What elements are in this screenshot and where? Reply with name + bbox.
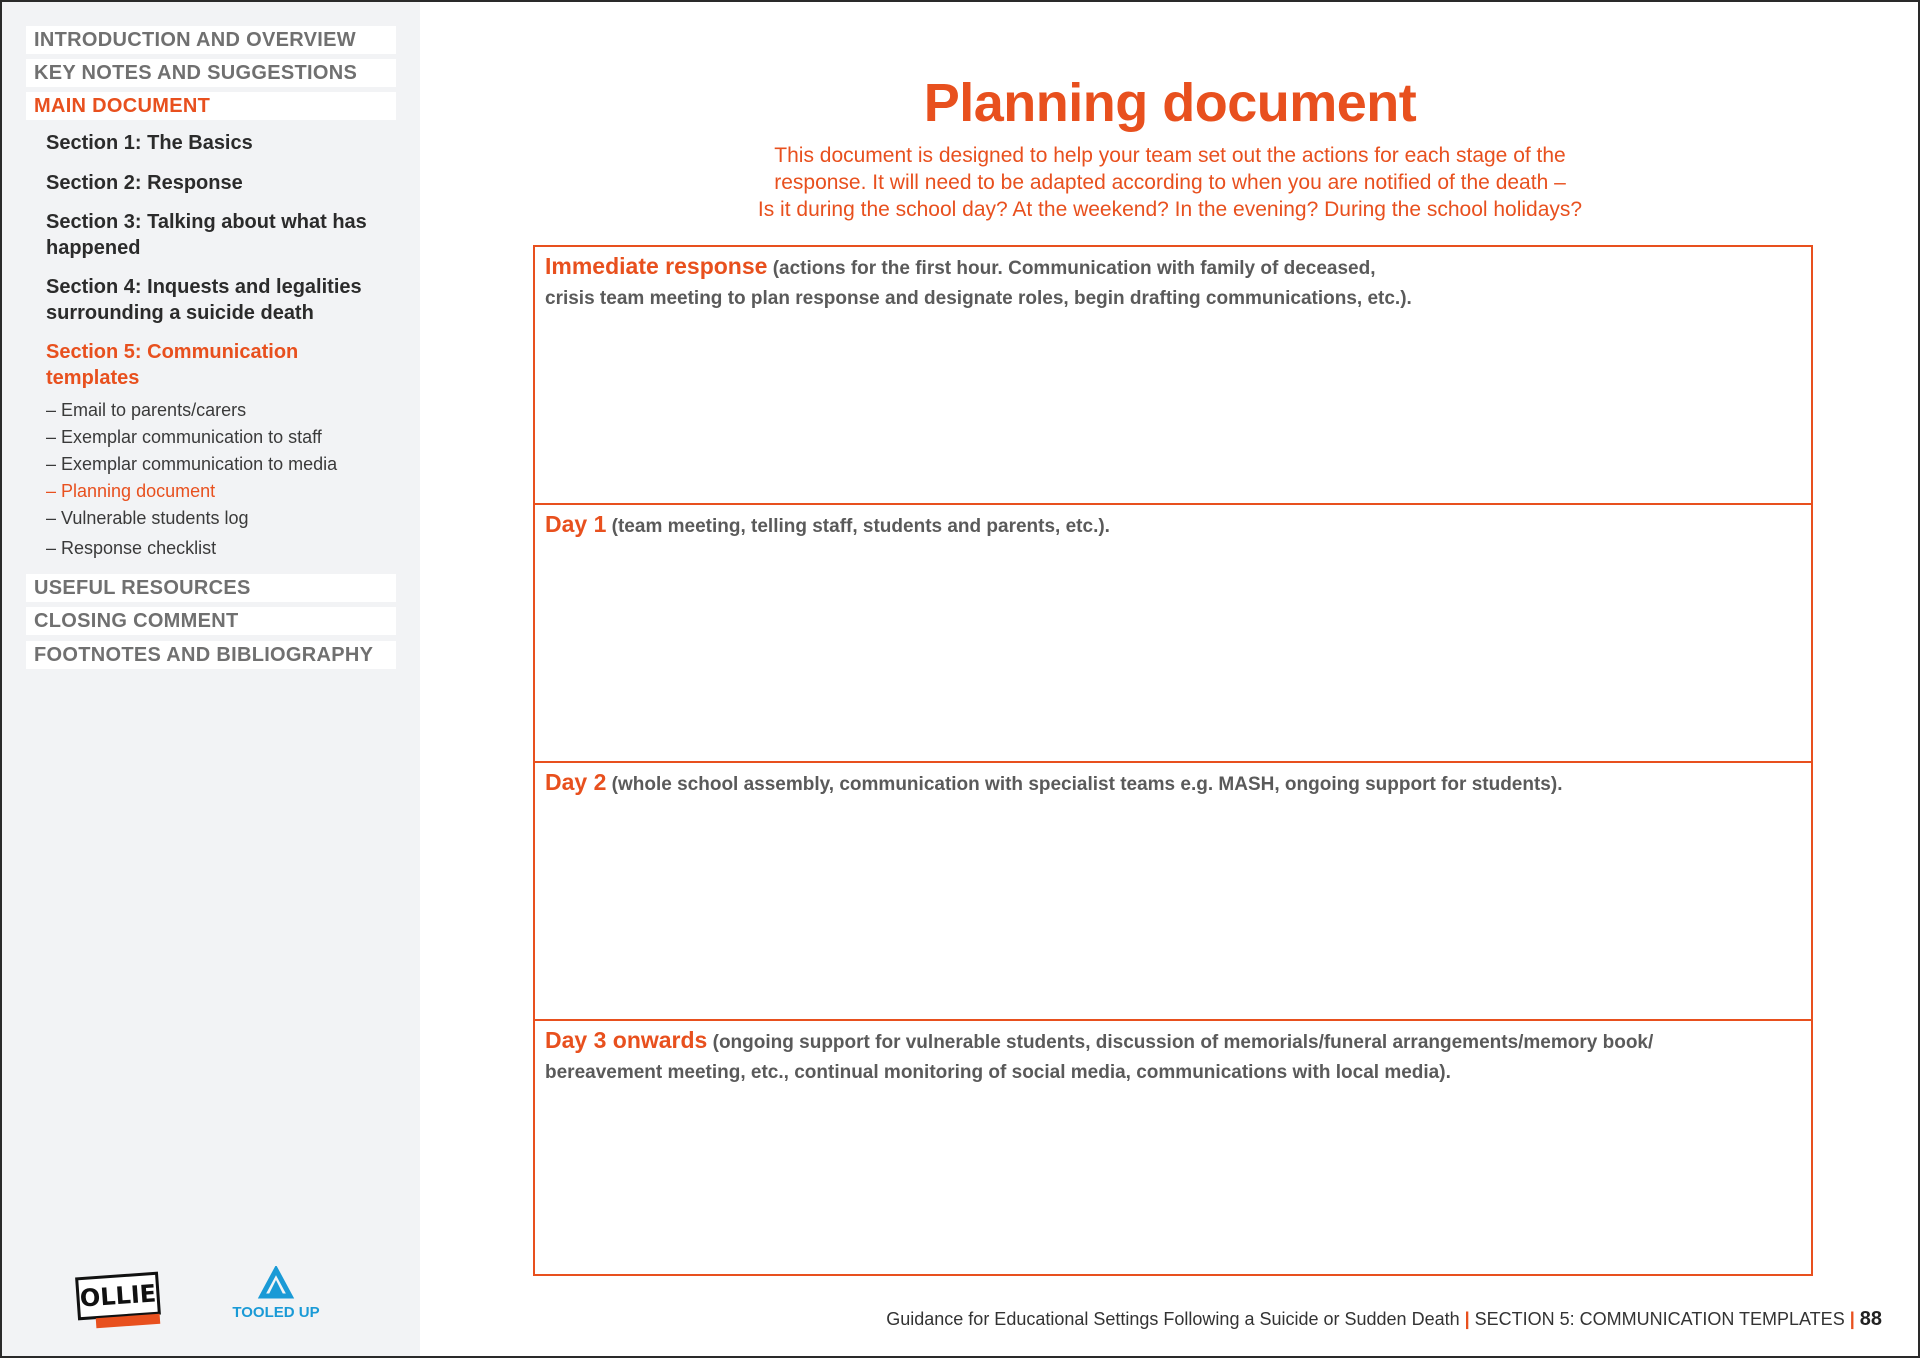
row-heading: Day 2 — [545, 769, 607, 795]
nav-planning-document[interactable]: – Planning document — [46, 481, 216, 501]
nav-footnotes[interactable]: FOOTNOTES AND BIBLIOGRAPHY — [26, 641, 396, 669]
nav-section-5[interactable]: Section 5: Communication templates — [46, 341, 299, 389]
svg-text:OLLIE: OLLIE — [78, 1279, 158, 1313]
row-description-cont: crisis team meeting to plan response and designate roles, begin drafting communications, etc.). — [545, 288, 1412, 309]
ollie-foundation-logo — [74, 1268, 166, 1330]
nav-section-4[interactable]: Section 4: Inquests and legalities surrounding a suicide death — [46, 276, 362, 324]
nav-vulnerable-log[interactable]: – Vulnerable students log — [46, 508, 249, 528]
nav-key-notes[interactable]: KEY NOTES AND SUGGESTIONS — [26, 59, 396, 87]
nav-section-1[interactable]: Section 1: The Basics — [46, 132, 253, 154]
intro-text: This document is designed to help your team set out the actions for each stage of the response. It will need to be adapted according to when you are notified of the death – Is it during the school day? At the weekend? In the evening? During the school holidays? — [757, 144, 1583, 221]
row-description: (actions for the first hour. Communication with family of deceased, — [767, 258, 1376, 279]
nav-response-checklist[interactable]: – Response checklist — [46, 538, 217, 558]
nav-email-parents[interactable]: – Email to parents/carers — [46, 400, 247, 420]
row-description-cont: bereavement meeting, etc., continual monitoring of social media, communications with local media). — [545, 1062, 1451, 1083]
sidebar — [2, 2, 420, 1356]
row-heading: Immediate response — [545, 253, 768, 279]
row-description: (team meeting, telling staff, students and parents, etc.). — [606, 516, 1110, 537]
page-title: Planning document — [923, 73, 1417, 133]
row-day-3-onwards[interactable] — [535, 1021, 1811, 1279]
row-heading: Day 3 onwards — [545, 1027, 708, 1053]
nav-introduction[interactable]: INTRODUCTION AND OVERVIEW — [26, 26, 396, 54]
row-day-1[interactable] — [535, 505, 1811, 763]
row-description: (ongoing support for vulnerable students, discussion of memorials/funeral arrangements/memory book/ — [707, 1032, 1654, 1053]
nav-main-document[interactable]: MAIN DOCUMENT — [26, 92, 396, 120]
footer-doc-title: Guidance for Educational Settings Following a Suicide or Sudden Death — [886, 1309, 1460, 1329]
footer-separator: | — [1849, 1309, 1855, 1329]
row-immediate-response[interactable] — [535, 247, 1811, 505]
nav-useful-resources[interactable]: USEFUL RESOURCES — [26, 574, 396, 602]
planning-table — [533, 245, 1813, 1276]
page-number: 88 — [1859, 1308, 1882, 1330]
page-footer — [886, 1308, 1882, 1331]
nav-closing-comment[interactable]: CLOSING COMMENT — [26, 607, 396, 635]
row-description: (whole school assembly, communication with specialist teams e.g. MASH, ongoing support for students). — [606, 774, 1563, 795]
nav-communication-staff[interactable]: – Exemplar communication to staff — [46, 427, 322, 447]
footer-separator: | — [1464, 1309, 1470, 1329]
row-day-2[interactable] — [535, 763, 1811, 1021]
nav-communication-media[interactable]: – Exemplar communication to media — [46, 454, 338, 474]
footer-section: SECTION 5: COMMUNICATION TEMPLATES — [1474, 1309, 1845, 1329]
nav-section-3[interactable]: Section 3: Talking about what has happened — [46, 211, 367, 259]
tooled-up-wordmark: TOOLED UP — [232, 1304, 320, 1321]
row-heading: Day 1 — [545, 511, 607, 537]
nav-section-2[interactable]: Section 2: Response — [46, 172, 243, 194]
